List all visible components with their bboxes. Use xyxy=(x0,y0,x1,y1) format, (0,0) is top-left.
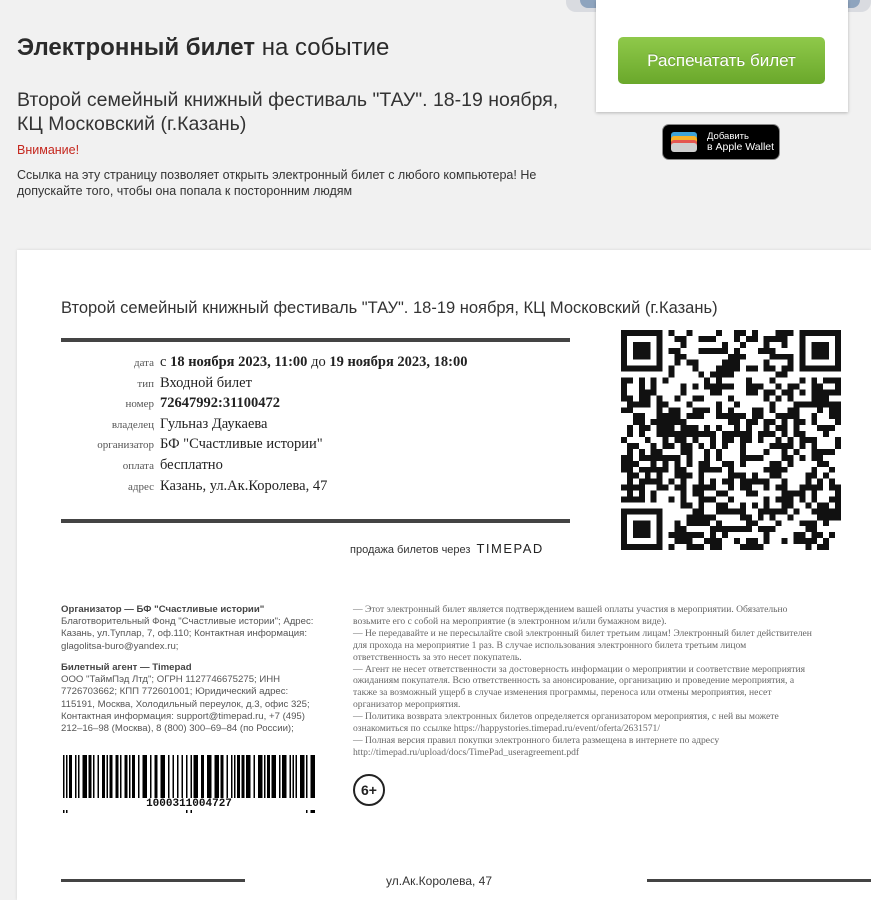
detail-row-payment xyxy=(61,457,531,478)
age-rating-icon: 6+ xyxy=(353,774,385,806)
detail-row-address xyxy=(61,478,531,499)
detail-row-number xyxy=(61,395,531,416)
warning-label: Внимание! xyxy=(17,143,80,157)
barcode-number: 1000311004727 xyxy=(61,798,317,810)
ticket xyxy=(17,250,871,900)
rule-item: — Не передавайте и не пересылайте свой электронный билет третьим лицам! Электронный билет действителен для прохода на мероприятие 1 раз. В случае использования электронного билета третьим лицом ответственность за это несет покупатель. xyxy=(353,627,812,663)
detail-value-payment: бесплатно xyxy=(160,456,223,473)
organizer-heading: Организатор — БФ "Счастливые истории" xyxy=(61,604,265,615)
print-ticket-button[interactable]: Распечатать билет xyxy=(618,37,825,84)
detail-value-date: с 18 ноября 2023, 11:00 до 19 ноября 2023, 18:00 xyxy=(160,354,468,370)
divider-bottom xyxy=(61,519,570,523)
organizer-info xyxy=(61,604,321,653)
apple-wallet-button[interactable] xyxy=(662,124,780,160)
rule-item: — Политика возврата электронных билетов определяется организатором мероприятия, с ней вы можете ознакомиться по ссылке https://happystories.timepad.ru/event/oferta/2631571/ xyxy=(353,711,779,735)
sales-note xyxy=(350,541,544,556)
divider-top xyxy=(61,338,570,342)
page-title-bold: Электронный билет xyxy=(17,34,256,61)
footer-address: ул.Ак.Королева, 47 xyxy=(386,874,493,888)
detail-label: адрес xyxy=(127,480,154,493)
apple-wallet-line1: Добавить xyxy=(707,131,749,142)
detail-label: тип xyxy=(137,377,154,390)
detail-value-number: 72647992:31100472 xyxy=(160,395,281,412)
event-title: Второй семейный книжный фестиваль "ТАУ". 18-19 ноября, КЦ Московский (г.Казань) xyxy=(17,89,559,135)
agent-heading: Билетный агент — Timepad xyxy=(61,662,192,673)
ticket-rules xyxy=(353,604,813,759)
footer-divider-left xyxy=(61,879,245,882)
footer-divider-right xyxy=(647,879,871,882)
ticket-details xyxy=(61,354,531,498)
agent-info xyxy=(61,662,321,735)
detail-value-organizer: БФ "Счастливые истории" xyxy=(160,436,323,453)
detail-value-type: Входной билет xyxy=(160,374,252,391)
agent-text: ООО "ТаймПэд Лтд"; ОГРН 1127746675275; ИНН 7726703662; КПП 772601001; Юридический адрес: 115191, Москва, Холодильный переулок, д.3, офис 325; Контактная информация: support@timepad.ru, +7 (495) 212–16–98 (Москва), 8 (800) 300–69–84 (по России); xyxy=(61,674,310,735)
detail-label: дата xyxy=(133,357,154,369)
organizer-text: Благотворительный Фонд "Счастливые истории"; Адрес: Казань, ул.Туплар, 7, оф.110; Контактная информация: glagolitsa-buro@yandex.ru; xyxy=(61,616,314,652)
apple-wallet-line2: в Apple Wallet xyxy=(707,141,775,153)
page-title-rest: на событие xyxy=(255,34,390,61)
detail-value-owner: Гульназ Даукаева xyxy=(160,415,268,432)
rule-item: — Полная версия правил покупки электронного билета размещена в интернете по адресу http://timepad.ru/upload/docs/TimePad_useragreement.pdf xyxy=(353,734,720,758)
rule-item: — Этот электронный билет является подтверждением вашей оплаты участия в мероприятии. Обязательно возьмите его с собой на мероприятие (в электронном и/или бумажном виде). xyxy=(353,604,788,627)
timepad-logo: TIMEPAD xyxy=(476,541,544,556)
apple-wallet-label xyxy=(707,131,774,153)
detail-label: организатор xyxy=(97,439,154,452)
detail-label: оплата xyxy=(122,459,154,472)
detail-value-address: Казань, ул.Ак.Королева, 47 xyxy=(160,477,328,494)
rule-item: — Агент не несет ответственности за достоверность информации о мероприятии и соответствие мероприятия ожиданиям покупателя. Всю ответственность за анонсирование, организацию и проведение мероприятия, а также за возможный ущерб в случае изменения программы, переноса или отмены мероприятия, несет организатор мероприятия. xyxy=(353,663,805,711)
detail-row-date xyxy=(61,354,531,375)
detail-row-owner xyxy=(61,416,531,437)
detail-row-organizer xyxy=(61,436,531,457)
qr-code xyxy=(621,330,841,550)
page-title xyxy=(17,34,389,62)
detail-row-type xyxy=(61,375,531,396)
apple-wallet-icon xyxy=(671,132,697,152)
detail-label: владелец xyxy=(111,418,154,431)
sales-note-text: продажа билетов через xyxy=(350,544,471,556)
ticket-event-title: Второй семейный книжный фестиваль "ТАУ". 18-19 ноября, КЦ Московский (г.Казань) xyxy=(61,299,718,317)
detail-label: номер xyxy=(125,398,154,411)
warning-text: Ссылка на эту страницу позволяет открыть электронный билет с любого компьютера! Не допускайте того, чтобы она попала к посторонним людям xyxy=(17,168,537,198)
